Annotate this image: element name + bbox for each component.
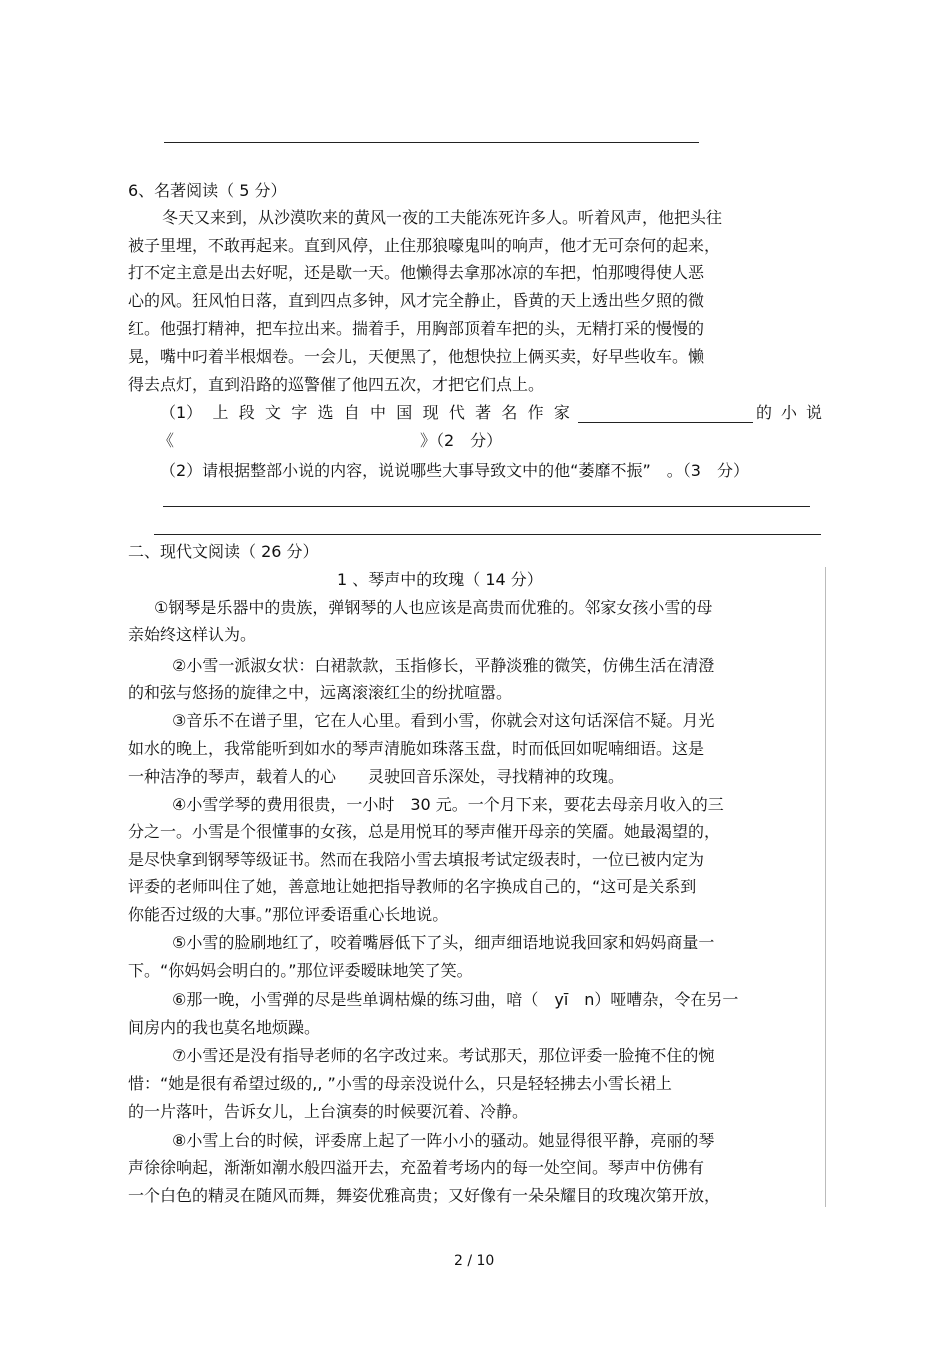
p7-line-1: ⑦小雪还是没有指导老师的名字改过来。考试那天，那位评委一脸掩不住的惋: [172, 1046, 715, 1065]
margin-line: [825, 567, 826, 1207]
q6-line-1: 冬天又来到，从沙漠吹来的黄风一夜的工夫能冻死许多人。听着风声，他把头往: [162, 208, 723, 227]
p2-line-2: 的和弦与悠扬的旋律之中，远离滚滚红尘的纷扰喧嚣。: [128, 683, 513, 702]
p5-line-2: 下。“你妈妈会明白的。”那位评委暧昧地笑了笑。: [128, 961, 473, 980]
p4-line-1: ④小雪学琴的费用很贵，一小时 30 元。一个月下来，要花去母亲月收入的三: [172, 795, 724, 814]
q6-heading: 6、名著阅读（ 5 分）: [128, 181, 287, 200]
p7-line-3: 的一片落叶，告诉女儿，上台演奏的时候要沉着、冷静。: [128, 1102, 529, 1121]
top-answer-line: [164, 142, 699, 143]
q6-sub2-answer-line-1[interactable]: [163, 506, 810, 507]
p4-line-5: 你能否过级的大事。”那位评委语重心长地说。: [128, 905, 449, 924]
p8-line-2: 声徐徐响起，渐渐如潮水般四溢开去，充盈着考场内的每一处空间。琴声中仿佛有: [128, 1158, 705, 1177]
page-number: 2 / 10: [454, 1253, 495, 1269]
q6-line-4: 心的风。狂风怕日落，直到四点多钟，风才完全静止，昏黄的天上透出些夕照的微: [128, 291, 705, 310]
p4-line-3: 是尽快拿到钢琴等级证书。然而在我陪小雪去填报考试定级表时，一位已被内定为: [128, 850, 705, 869]
p3-line-1: ③音乐不在谱子里，它在人心里。看到小雪，你就会对这句话深信不疑。月光: [172, 711, 715, 730]
q6-line-2: 被子里埋，不敢再起来。直到风停，止住那狼嚎鬼叫的响声，他才无可奈何的起来，: [128, 236, 721, 255]
p4-line-2: 分之一。小雪是个很懂事的女孩，总是用悦耳的琴声催开母亲的笑靥。她最渴望的，: [128, 822, 721, 841]
p6-line-2: 间房内的我也莫名地烦躁。: [128, 1018, 321, 1037]
q6-sub1-close-bracket: 》（2 分）: [420, 431, 503, 450]
q6-sub1-text-end: 的 小 说: [756, 403, 822, 422]
q6-sub2-answer-line-2[interactable]: [154, 534, 821, 535]
p4-line-4: 评委的老师叫住了她，善意地让她把指导教师的名字换成自己的，“这可是关系到: [128, 877, 697, 896]
p7-line-2: 惜：“她是很有希望过级的,, ”小雪的母亲没说什么，只是轻轻拂去小雪长裙上: [128, 1074, 672, 1093]
q6-sub1-text: （1） 上 段 文 字 选 自 中 国 现 代 著 名 作 家: [160, 403, 570, 422]
p1-line-1: ①钢琴是乐器中的贵族，弹钢琴的人也应该是高贵而优雅的。邻家女孩小雪的母: [154, 598, 713, 617]
p3-line-2: 如水的晚上，我常能听到如水的琴声清脆如珠落玉盘，时而低回如呢喃细语。这是: [128, 739, 705, 758]
p3-line-3: 一种洁净的琴声，载着人的心 灵驶回音乐深处，寻找精神的玫瑰。: [128, 767, 625, 786]
p8-line-1: ⑧小雪上台的时候，评委席上起了一阵小小的骚动。她显得很平静，亮丽的琴: [172, 1131, 715, 1150]
p1-line-2: 亲始终这样认为。: [128, 625, 257, 644]
q6-sub1-open-bracket: 《: [158, 431, 175, 450]
section2-heading: 二、现代文阅读（ 26 分）: [128, 542, 319, 561]
article-title: 1 、琴声中的玫瑰（ 14 分）: [337, 570, 543, 589]
q6-line-5: 红。他强打精神，把车拉出来。揣着手，用胸部顶着车把的头，无精打采的慢慢的: [128, 319, 705, 338]
q6-line-6: 晃，嘴中叼着半根烟卷。一会儿，天便黑了，他想快拉上俩买卖，好早些收车。懒: [128, 347, 705, 366]
q6-sub1-author-blank[interactable]: [578, 422, 753, 423]
p2-line-1: ②小雪一派淑女状：白裙款款，玉指修长，平静淡雅的微笑，仿佛生活在清澄: [172, 656, 715, 675]
q6-line-7: 得去点灯，直到沿路的巡警催了他四五次，才把它们点上。: [128, 375, 545, 394]
p5-line-1: ⑤小雪的脸刷地红了，咬着嘴唇低下了头，细声细语地说我回家和妈妈商量一: [172, 933, 715, 952]
p8-line-3: 一个白色的精灵在随风而舞，舞姿优雅高贵；又好像有一朵朵耀目的玫瑰次第开放，: [128, 1186, 721, 1205]
q6-line-3: 打不定主意是出去好呢，还是歇一天。他懒得去拿那冰凉的车把，怕那嗖得使人恶: [128, 263, 705, 282]
p6-line-1: ⑥那一晚，小雪弹的尽是些单调枯燥的练习曲，喑（ yī n）哑嘈杂，令在另一: [172, 990, 739, 1009]
q6-sub2: （2）请根据整部小说的内容，说说哪些大事导致文中的他“萎靡不振” 。（3 分）: [160, 461, 749, 480]
